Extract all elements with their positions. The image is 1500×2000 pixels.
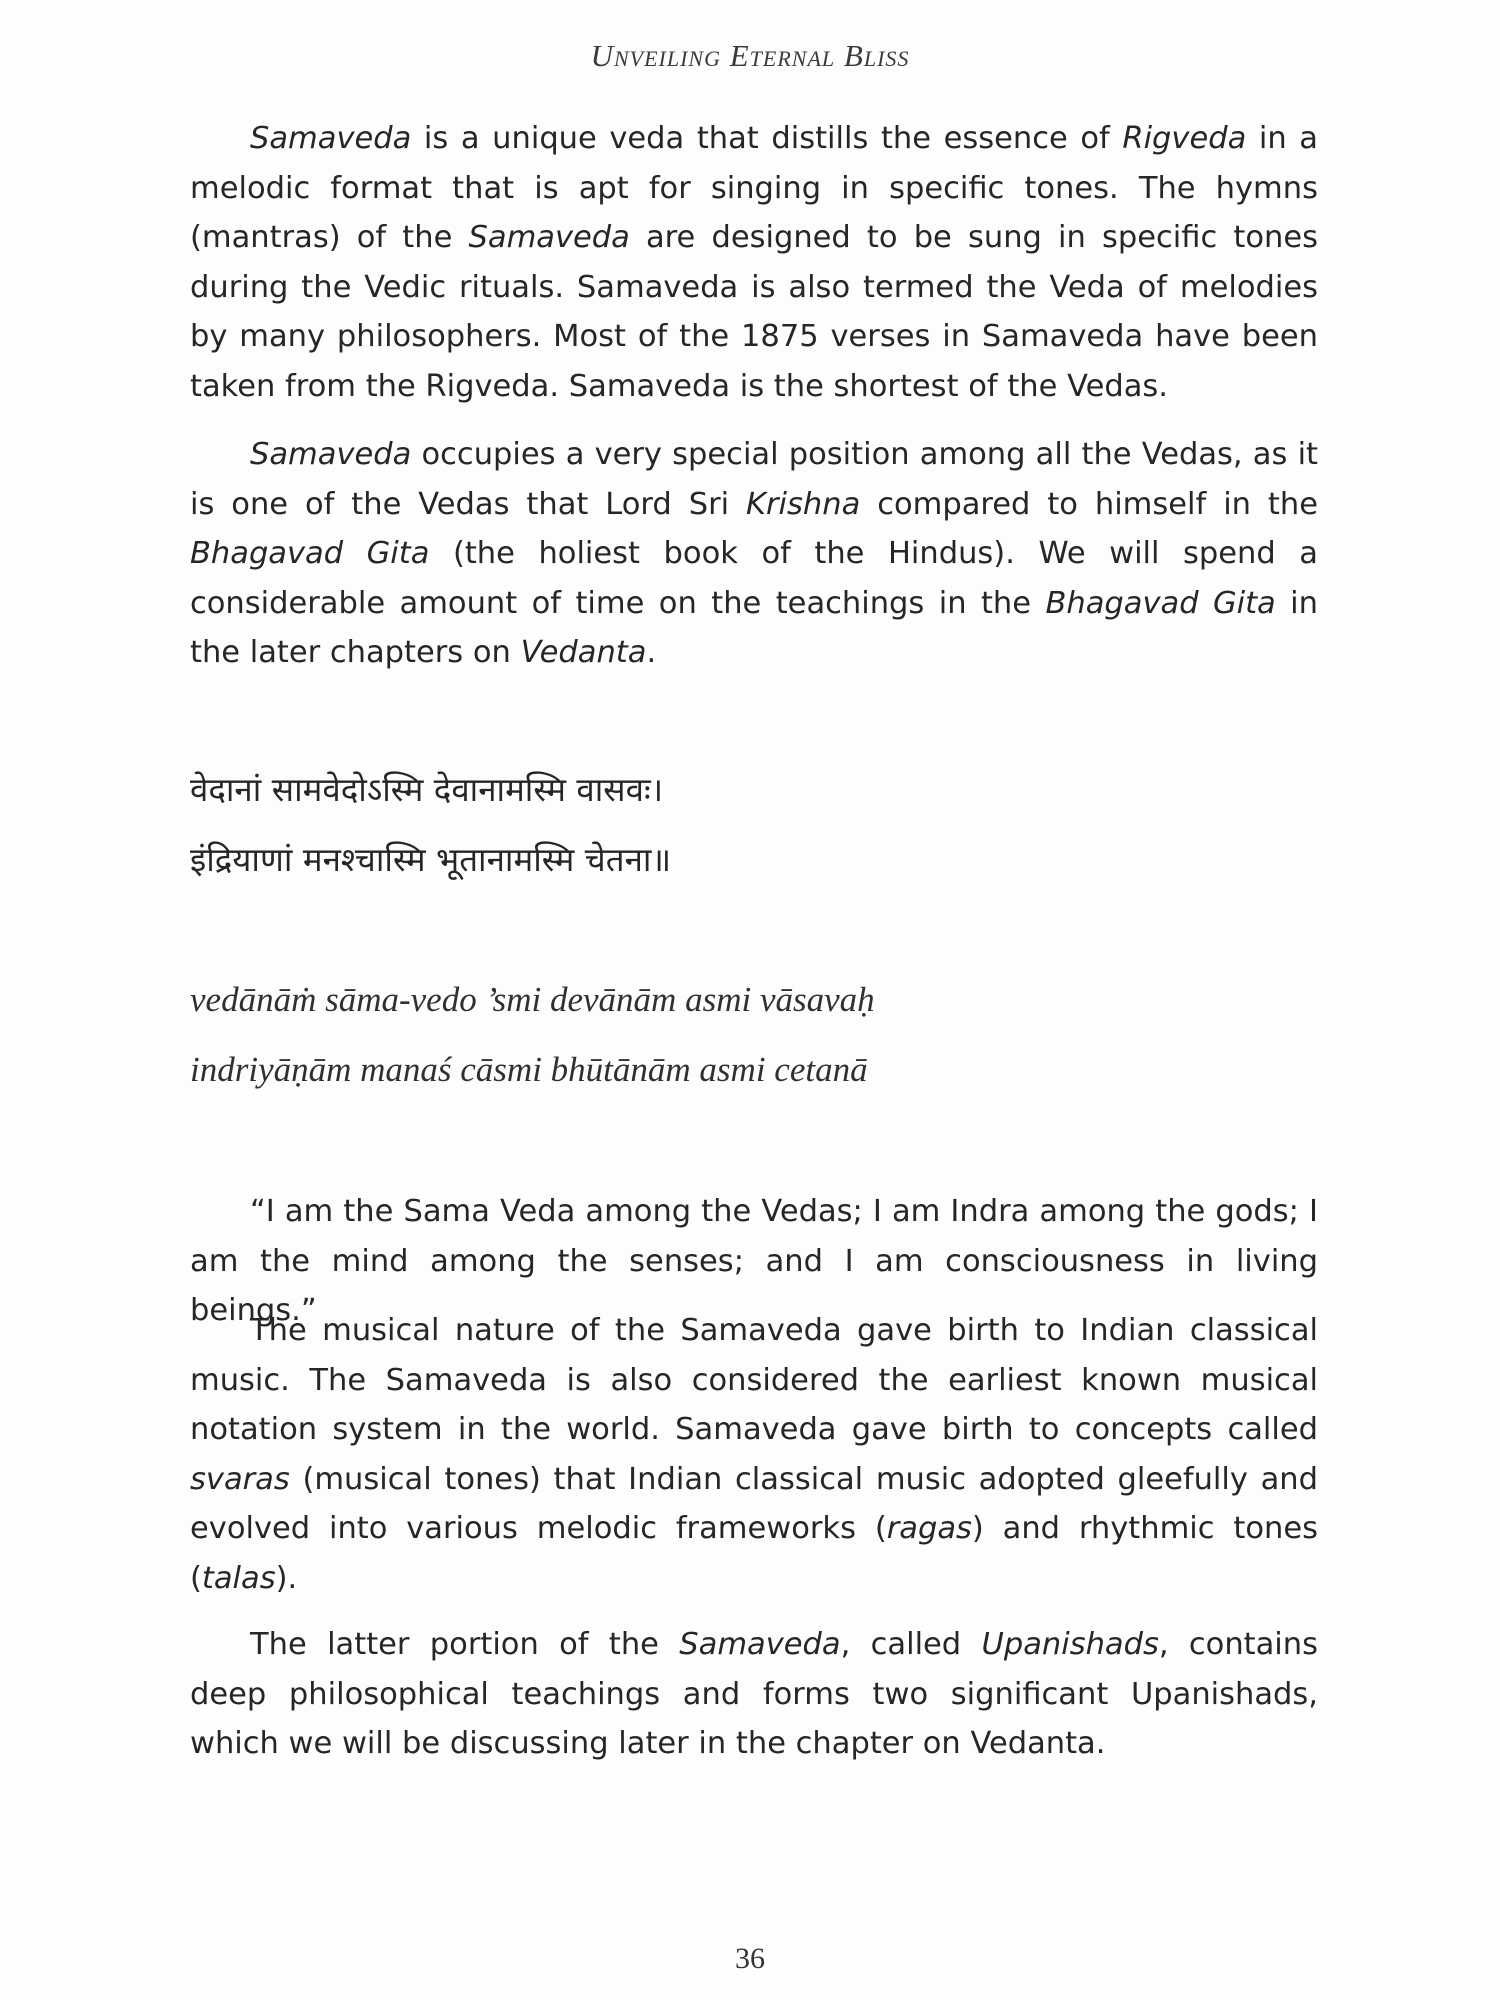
text-span: in a melodic format that is apt for singing in specific tones. The hymns (mantras) of the bbox=[190, 121, 1318, 255]
italic-term: Bhagavad Gita bbox=[1045, 585, 1276, 621]
text-span: (the holiest book of the Hindus). We will spend a considerable amount of time on the teachings in the bbox=[190, 536, 1318, 621]
text-span: . bbox=[646, 635, 657, 670]
italic-term: Samaveda bbox=[250, 121, 412, 156]
sanskrit-verse-line-1: वेदानां सामवेदोऽस्मि देवानामस्मि वासवः। bbox=[190, 770, 664, 809]
text-span: , called bbox=[840, 1627, 982, 1662]
italic-term: talas bbox=[201, 1560, 276, 1596]
italic-term: Krishna bbox=[746, 486, 861, 522]
text-span: compared to himself in the bbox=[860, 486, 1318, 522]
italic-term: Rigveda bbox=[1122, 121, 1247, 156]
text-span: The musical nature of the Samaveda gave birth to Indian classical music. The Samaveda is also considered the earliest known musical notation system in the world. Samaveda gave birth to concepts called bbox=[190, 1313, 1318, 1447]
italic-term: Bhagavad Gita bbox=[190, 536, 430, 571]
paragraph-special-position bbox=[190, 430, 1318, 678]
paragraph-musical-nature bbox=[190, 1306, 1318, 1603]
italic-term: Samaveda bbox=[250, 437, 412, 472]
text-span: ). bbox=[275, 1560, 298, 1596]
running-header: Unveiling Eternal Bliss bbox=[590, 38, 910, 73]
italic-term: svaras bbox=[190, 1461, 290, 1497]
text-span: “I am the Sama Veda among the Vedas; I am Indra among the gods; I am the mind among the senses; and I am consciousness in living beings.” bbox=[190, 1194, 1318, 1328]
text-span: ) and rhythmic tones ( bbox=[190, 1511, 1318, 1596]
text-span: , contains deep philosophical teachings and forms two significant Upanishads, which we will be discussing later in the chapter on Vedanta. bbox=[190, 1627, 1318, 1761]
text-span: (musical tones) that Indian classical music adopted gleefully and evolved into various melodic frameworks ( bbox=[190, 1461, 1318, 1546]
italic-term: Samaveda bbox=[679, 1627, 841, 1662]
text-span: occupies a very special position among all the Vedas, as it is one of the Vedas that Lord Sri bbox=[190, 437, 1318, 522]
italic-term: Vedanta bbox=[520, 635, 647, 670]
paragraph-samaveda-intro bbox=[190, 114, 1318, 411]
text-span: is a unique veda that distills the essence of bbox=[411, 121, 1123, 156]
italic-term: ragas bbox=[886, 1511, 972, 1546]
italic-term: Upanishads bbox=[981, 1627, 1159, 1662]
italic-term: Samaveda bbox=[468, 220, 630, 255]
page-number: 36 bbox=[735, 1942, 765, 1975]
paragraph-upanishads bbox=[190, 1620, 1318, 1769]
text-span: The latter portion of the bbox=[250, 1627, 680, 1662]
transliteration-line-2: indriyāṇām manaś cāsmi bhūtānām asmi cetanā bbox=[190, 1050, 868, 1089]
text-span: are designed to be sung in specific tones during the Vedic rituals. Samaveda is also termed the Veda of melodies by many philosophers. Most of the 1875 verses in Samaveda have been taken from the Rigveda. Samaveda is the shortest of the Vedas. bbox=[190, 220, 1318, 404]
transliteration-line-1: vedānāṁ sāma-vedo ’smi devānām asmi vāsavaḥ bbox=[190, 980, 875, 1019]
text-span: in the later chapters on bbox=[190, 585, 1318, 670]
sanskrit-verse-line-2: इंद्रियाणां मनश्चास्मि भूतानामस्मि चेतना॥ bbox=[190, 840, 672, 879]
